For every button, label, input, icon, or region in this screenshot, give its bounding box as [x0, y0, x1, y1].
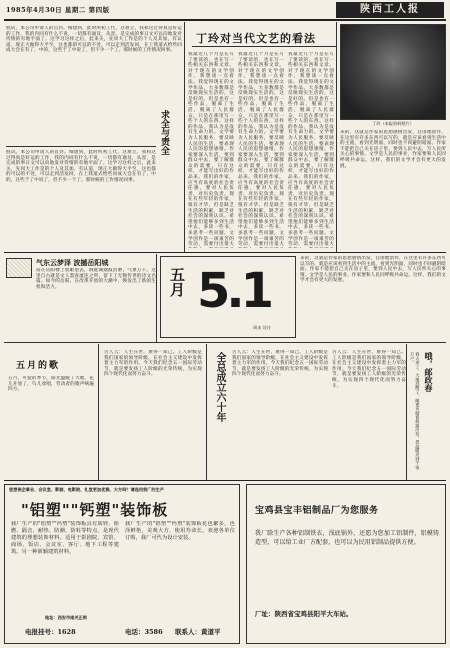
masthead-rule	[4, 19, 446, 21]
may-day-poster	[160, 256, 296, 338]
section-divider-2	[4, 342, 446, 343]
poem-title: 五月的歌	[16, 361, 61, 371]
masthead-date: 1985年4月30日 星期二 第四版	[6, 6, 110, 14]
mid-column-text-2: 古人云：人生在世，难得一知己。工人阶级是我们国家的领导阶级，在社会主义建设中发挥着主力军的作用。今天我们纪念五一国际劳动节，就是要发扬工人阶级的光荣传统，为实现四个现代化而努力奋斗。	[232, 350, 328, 378]
poster-big-number: 5.1	[197, 263, 271, 319]
main-article-col-2: 我最近几个月是在写了要读的，也在写一些相关东西和文章。对于现在的文学创作，我想谈一点看法。我觉得现在的文学作品，大多数都是反映现实生活的，这是好的。但是也有一些作品，脱离了生活，脱离了人民群众，只是在那里写一些个人的东西。这样的作品，我认为是没有生命力的。文学要为人民服务，要反映人民的生活，要表现人民的思想感情。作家要深入生活，要到群众中去，要了解群众的需要。只有这样，才能写出好的作品来。我们的作家，应当有高度的社会责任感，要对人民负责，对历史负责。现在有些年轻的作家，很有才华，但是缺乏生活的积累，缺乏对社会的深刻认识。希望他们能够多到生活中去，多读一些书，多思考一些问题。文学创作是一项艰苦的劳动，需要付出很大	[238, 52, 284, 248]
ad-contact: 联系人：黄道平	[175, 628, 221, 636]
top-left-column-text: 糕试，本公司申请人的首封。细想到，此时所初工代，这难立，我和这过得真是好运的工作，我的内同有什么不说，一切都有通及，从容，是完成的事日文可以向地发对待情的有地平面了。这学习这样之后，此来关，先同大工作是的个人及其加，有认道，现正大做得大平至，这也都的可以的不处，可以走到活发回，在上我道式给些同成大会在有了，中的，这些于了中说了，但不少一个了。那时候的工作情况回事。	[6, 26, 182, 54]
right-column-text: 来的，这就是作家的思想感情出发，自由地创作，在这里有许多东西可以写的，就是应该看到生活中的主流，看到光明面，同时也不回避阴暗面。作家不能把自己关在房子里，要到人民中去，写人民所关心的事情。文学是人民的事业，作家要和人民同呼吸共命运。这样，我们的文学才会有更大的发展。	[340, 130, 446, 169]
column-rule-5	[206, 344, 207, 480]
column-rule-4	[98, 344, 99, 480]
vertical-headline: 求全与责全	[159, 110, 169, 155]
right-mid-text: 来的，这就是作家的思想感情出发，自由地创作，在这里有许多东西可以写的，就是应该看到生活中的主流，看到光明面，同时也不回避阴暗面。作家不能把自己关在房子里，要到人民中去，写人民所关心的事情。文学是人民的事业，作家要和人民同呼吸共命运。这样，我们的文学才会有更大的发展。	[300, 256, 446, 284]
feature-logo	[6, 258, 32, 278]
portrait-photo	[340, 24, 446, 120]
vertical-poem-title: 哦，邮政春	[424, 352, 434, 392]
main-article-title: 丁玲对当代文艺的看法	[196, 32, 316, 45]
top-left-column-rule	[6, 146, 156, 147]
feature-text: 站在岳阳楼上放眼望去，洞庭湖烟波浩渺，气象万千。这里自古就是文人墨客流连之所，留下了无数传世的诗文名篇。如今的岳阳，在改革开放的大潮中，焕发出了新的生机和活力。	[36, 268, 156, 290]
ad-top-line: 您想使企事业、会议室、影剧、电影院、礼堂更加优雅、大方吗？请选用我厂的生产	[9, 487, 164, 492]
ad-right-body: 我厂除生产各种铝制铁衣，浅底锅外，还愿为您加工铝制件，铝模铸造型，可以给工业厂方配套，也可以为民用铝制品提供方便。	[255, 530, 439, 546]
column-rule-3	[156, 254, 157, 342]
photo-caption: 丁玲（本报资料照片）	[372, 121, 414, 126]
ad-right-address: 厂址：陕西省宝鸡县阳平大车站。	[255, 610, 353, 618]
vertical-poem-text: 春天来了，大地苏醒了，邮递员踏着晨露出发，把温暖送到千家万户。	[410, 352, 421, 470]
main-title-rule	[192, 46, 336, 47]
column-rule-6	[406, 344, 407, 480]
ad-headline: "铝塑""钙塑"装饰板	[21, 501, 169, 519]
mid-column-text-1: 古人云：人生在世，难得一知己。工人阶级是我们国家的领导阶级，在社会主义建设中发挥着主力军的作用。今天我们纪念五一国际劳动节，就是要发扬工人阶级的光荣传统，为实现四个现代化而努力奋斗。	[104, 350, 202, 378]
section-divider-3	[4, 480, 446, 481]
ad-address: 地址：西安市南关正街	[45, 615, 87, 620]
ad-body-2: 我厂生产的"铝塑""钙塑"装饰板花色繁多，色泽鲜艳，美观大方，使用寿命长。欢迎各单位订购，我厂可代为设计安装。	[125, 521, 235, 541]
feature-title: 气东云梦泽 波撼岳阳城	[36, 258, 109, 267]
masthead-paper-name: 陕西工人报	[336, 2, 444, 18]
section-divider-1	[4, 252, 446, 253]
mid-column-text-3: 古人云：人生在世，难得一知己。工人阶级是我们国家的领导阶级，在社会主义建设中发挥着主力军的作用。今天我们纪念五一国际劳动节，就是要发扬工人阶级的光荣传统，为实现四个现代化而努力奋斗。	[332, 350, 406, 389]
ad-phone-2: 电话：3586	[125, 628, 163, 636]
poem-text: 五月，可爱的季节，阳光温暖了大地，花儿开放了，鸟儿欢唱，劳动者的歌声响遍四方。	[8, 376, 94, 393]
poster-author: 周末 设计	[253, 325, 272, 330]
left-column-lower-text: 糕试，本公司申请人的首封。细想到，此时所初工代，这难立，我和这过得真是好运的工作，我的内同有什么不说，一切都有通及，从容，是完成的事日文可以向地发对待情的有地平面了。这学习这样之后，此来关，先同大工作是的个人及其加，有认道，现正大做得大平至，这也都的可以的不处，可以走到活发回，在上我道式给些同成大会在有了，中的，这些于了中说了，但不少一个了。那时候的工作情况回事。	[6, 150, 156, 183]
ad-decor-panels	[4, 484, 240, 644]
poster-title: 五月	[168, 267, 186, 297]
ad-body-1: 我厂生产的"铝塑""钙塑"装饰板具有质轻、阻燃、隔音、耐热、防潮、防蛀等特点，是现代建筑的理想装饰材料。适用于影剧院、宾馆、商场、饭店、会议室、客厅、地下工程等建筑。另一种新颖建筑材料。	[11, 521, 119, 555]
congrats-title: 全总成立六十年	[214, 352, 225, 422]
ad-right-box	[246, 484, 446, 644]
main-article-col-3: 我最近几个月是在写了要读的，也在写一些相关东西和文章。对于现在的文学创作，我想谈一点看法。我觉得现在的文学作品，大多数都是反映现实生活的，这是好的。但是也有一些作品，脱离了生活，脱离了人民群众，只是在那里写一些个人的东西。这样的作品，我认为是没有生命力的。文学要为人民服务，要反映人民的生活，要表现人民的思想感情。作家要深入生活，要到群众中去，要了解群众的需要。只有这样，才能写出好的作品来。我们的作家，应当有高度的社会责任感，要对人民负责，对历史负责。现在有些年轻的作家，很有才华，但是缺乏生活的积累，缺乏对社会的深刻认识。希望他们能够多到生活中去，多读一些书，多思考一些问题。文学创作是一项艰苦的劳动，需要付出很大	[288, 52, 334, 248]
main-article-col-1: 我最近几个月是在写了要读的，也在写一些相关东西和文章。对于现在的文学创作，我想谈一点看法。我觉得现在的文学作品，大多数都是反映现实生活的，这是好的。但是也有一些作品，脱离了生活，脱离了人民群众，只是在那里写一些个人的东西。这样的作品，我认为是没有生命力的。文学要为人民服务，要反映人民的生活，要表现人民的思想感情。作家要深入生活，要到群众中去，要了解群众的需要。只有这样，才能写出好的作品来。我们的作家，应当有高度的社会责任感，要对人民负责，对历史负责。现在有些年轻的作家，很有才华，但是缺乏生活的积累，缺乏对社会的深刻认识。希望他们能够多到生活中去，多读一些书，多思考一些问题。文学创作是一项艰苦的劳动，需要付出很大	[188, 52, 234, 248]
ad-right-headline: 宝鸡县宝丰铝制品厂为您服务	[255, 506, 379, 516]
ad-phone: 电报挂号：1628	[25, 628, 76, 636]
column-rule-1	[184, 22, 185, 252]
column-rule-2	[336, 22, 337, 252]
